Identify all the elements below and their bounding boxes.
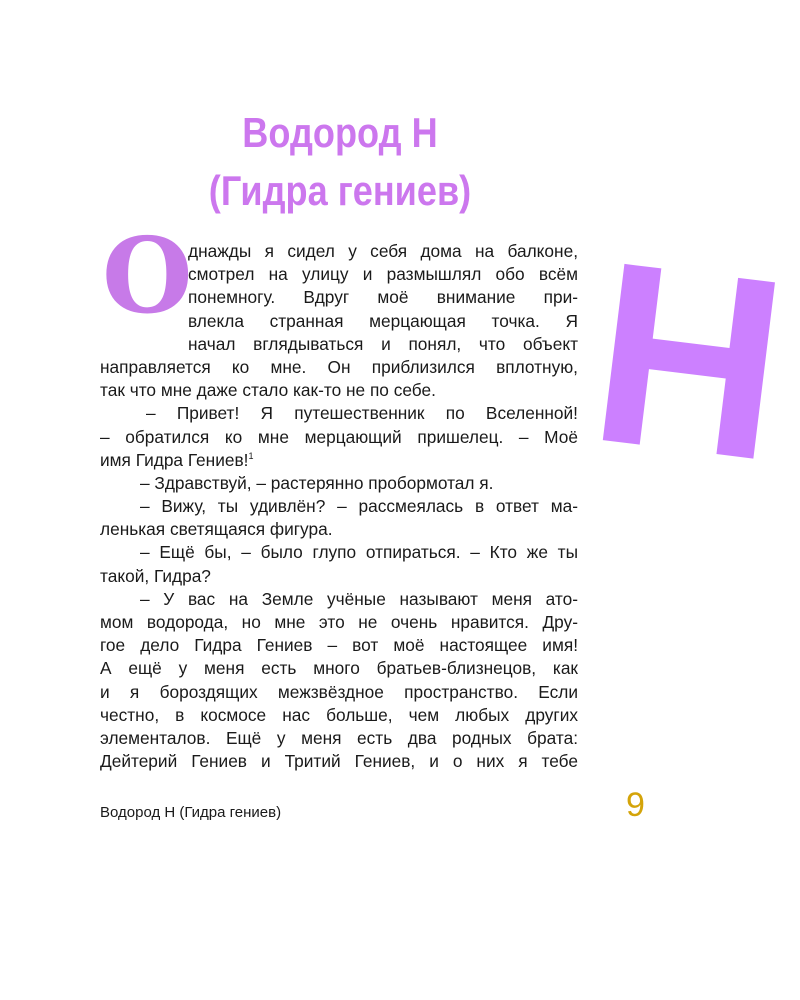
text-line: – обратился ко мне мерцающий пришелец. – Моё: [100, 426, 578, 447]
text-line: и я бороздящих межзвёздное пространство. Если: [100, 681, 578, 702]
text-line: имя Гидра Гениев!: [100, 449, 249, 470]
text-line: – Вижу, ты удивлён? – рассмеялась в ответ ма-: [140, 496, 578, 517]
page-number: 9: [626, 786, 645, 824]
body-text: [100, 240, 578, 773]
text-line: так что мне даже стало как-то не по себе.: [100, 380, 436, 401]
drop-cap: О: [102, 214, 193, 337]
text-line: – У вас на Земле учёные называют меня ато-: [140, 588, 578, 609]
text-line: – Ещё бы, – было глупо отпираться. – Кто же ты: [140, 542, 578, 563]
text-line: днажды я сидел у себя дома на балконе,: [188, 241, 578, 261]
text-line: честно, в космосе нас больше, чем любых других: [100, 704, 578, 725]
chapter-title-line-2: (Гидра гениев): [208, 167, 472, 214]
text-line: мом водорода, но мне это не очень нравится. Дру-: [100, 612, 578, 632]
text-line: – Здравствуй, – растерянно пробормотал я.: [140, 472, 494, 493]
text-line: влекла странная мерцающая точка. Я: [188, 310, 578, 331]
text-line: элементалов. Ещё у меня есть два родных брата:: [100, 727, 578, 748]
chapter-title-line-1: Водород Н: [242, 109, 438, 156]
text-line: понемногу. Вдруг моё внимание при-: [188, 287, 578, 308]
text-line: смотрел на улицу и размышлял обо всём: [188, 264, 578, 285]
text-line: гое дело Гидра Гениев – вот моё настоящее имя!: [100, 635, 578, 656]
text-line: Дейтерий Гениев и Тритий Гениев, и о них я тебе: [100, 751, 578, 772]
text-line: А ещё у меня есть много братьев-близнецов, как: [100, 658, 578, 679]
text-line: – Привет! Я путешественник по Вселенной!: [146, 403, 578, 424]
chapter-title: [48, 104, 633, 220]
footnote-marker: 1: [248, 450, 254, 461]
running-footer-title: Водород Н (Гидра гениев): [100, 804, 282, 821]
text-line-with-footnote: [100, 449, 578, 472]
text-line: начал вглядываться и понял, что объект: [188, 333, 578, 354]
text-line: такой, Гидра?: [100, 565, 211, 586]
element-symbol-decoration: H: [578, 205, 800, 516]
text-line: ленькая светящаяся фигура.: [100, 519, 333, 540]
text-line: направляется ко мне. Он приблизился вплотную,: [100, 356, 578, 377]
